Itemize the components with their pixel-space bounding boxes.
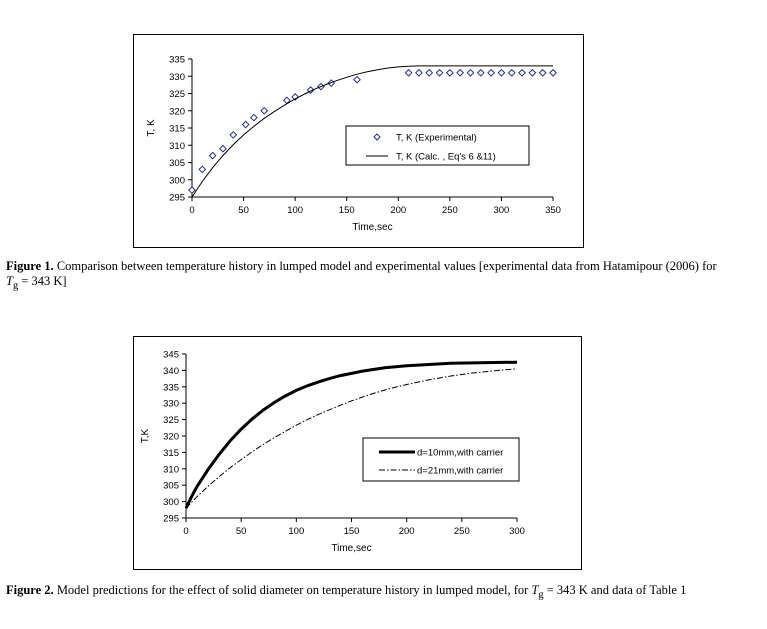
fig2-x-tick-label: 50 — [235, 526, 247, 537]
fig2-y-tick-label: 310 — [163, 464, 179, 476]
figure-2-chart-frame — [133, 336, 582, 570]
fig1-experimental-point — [242, 121, 248, 127]
fig1-x-tick-label: 100 — [287, 205, 304, 216]
fig2-y-tick-label: 335 — [163, 382, 179, 394]
fig1-y-tick-label: 310 — [169, 140, 185, 152]
fig1-x-tick-label: 250 — [441, 205, 458, 216]
fig2-y-tick-label: 300 — [163, 497, 179, 509]
figure-2-caption-label: Figure 2. — [6, 583, 54, 597]
fig1-experimental-point — [261, 108, 267, 114]
figure-1-caption-var: T — [6, 274, 13, 288]
fig1-experimental-point — [230, 132, 236, 138]
fig1-y-tick-label: 335 — [169, 54, 185, 66]
fig1-experimental-point — [519, 70, 525, 76]
fig1-y-tick-label: 300 — [169, 175, 185, 187]
fig1-experimental-point — [405, 70, 411, 76]
fig2-y-axis-title: T,K — [140, 428, 151, 444]
fig1-legend-label-2: T, K (Calc. , Eq's 6 &11) — [396, 151, 496, 163]
fig2-legend-label-1: d=10mm,with carrier — [417, 447, 504, 459]
fig1-experimental-point — [426, 70, 432, 76]
figure-2-caption-tail: = 343 K and data of Table 1 — [543, 583, 687, 597]
fig1-experimental-point — [416, 70, 422, 76]
fig2-y-tick-label: 315 — [163, 447, 179, 459]
fig1-x-tick-label: 300 — [493, 205, 510, 216]
fig2-x-tick-label: 250 — [453, 526, 470, 537]
fig2-x-tick-label: 300 — [509, 526, 525, 537]
fig2-x-tick-label: 200 — [398, 526, 415, 537]
fig1-experimental-point — [529, 70, 535, 76]
fig1-experimental-point — [220, 146, 226, 152]
fig1-x-tick-label: 50 — [238, 205, 249, 216]
fig2-x-axis-title: Time,sec — [331, 543, 372, 554]
figure-2-caption-sub: g — [538, 589, 544, 601]
fig1-y-tick-label: 320 — [169, 106, 185, 118]
figure-1-chart — [134, 35, 583, 247]
fig1-experimental-point — [539, 70, 545, 76]
figure-2-caption-text: Model predictions for the effect of solid diameter on temperature history in lumped model, for — [53, 583, 532, 597]
fig2-x-tick-label: 0 — [183, 526, 189, 537]
fig1-x-tick-label: 0 — [189, 205, 195, 216]
fig2-y-tick-label: 340 — [163, 365, 179, 377]
fig1-experimental-point — [436, 70, 442, 76]
fig2-y-tick-label: 325 — [163, 415, 179, 427]
fig1-experimental-point — [498, 70, 504, 76]
fig1-y-tick-label: 305 — [169, 158, 185, 169]
fig1-x-axis-title: Time,sec — [352, 222, 393, 233]
fig1-experimental-point — [509, 70, 515, 76]
figure-1-caption-label: Figure 1. — [6, 259, 54, 273]
fig1-experimental-point — [199, 166, 205, 172]
fig1-legend-label-1: T, K (Experimental) — [396, 132, 477, 144]
fig2-y-tick-label: 305 — [163, 480, 179, 492]
figure-2-chart — [134, 337, 581, 569]
fig1-y-tick-label: 330 — [169, 71, 185, 83]
figure-1-caption — [6, 259, 718, 294]
fig1-experimental-point — [457, 70, 463, 76]
fig1-x-tick-label: 150 — [338, 205, 355, 216]
fig1-experimental-point — [189, 187, 195, 193]
figure-2-caption-var: T — [531, 583, 539, 597]
fig1-experimental-point — [251, 114, 257, 120]
figure-1-caption-sub: g — [12, 280, 19, 292]
fig2-y-tick-label: 295 — [163, 513, 179, 525]
fig2-x-tick-label: 150 — [343, 526, 360, 537]
fig2-series-line-1 — [186, 362, 517, 508]
fig1-experimental-point — [467, 70, 473, 76]
fig1-experimental-point — [488, 70, 494, 76]
fig1-x-tick-label: 200 — [390, 205, 407, 216]
fig1-y-tick-label: 325 — [169, 89, 185, 100]
figure-1-chart-frame — [133, 34, 584, 248]
fig2-y-tick-label: 330 — [163, 398, 179, 410]
fig1-y-axis-title: T, K — [146, 119, 157, 137]
fig1-y-tick-label: 315 — [169, 123, 185, 135]
fig2-y-tick-label: 320 — [163, 431, 179, 443]
fig1-experimental-point — [550, 70, 556, 76]
fig2-legend-label-2: d=21mm,with carrier — [417, 465, 504, 477]
figure-1-caption-tail: = 343 K] — [18, 274, 67, 288]
fig2-x-tick-label: 100 — [288, 526, 305, 537]
figure-1-caption-text: Comparison between temperature history in lumped model and experimental values [experimental data from Hatamipour (2006) for — [53, 259, 717, 273]
fig1-y-tick-label: 295 — [169, 192, 185, 204]
fig2-y-tick-label: 345 — [163, 349, 179, 361]
fig1-experimental-point — [209, 152, 215, 158]
figure-2-caption — [6, 583, 718, 603]
fig1-experimental-point — [478, 70, 484, 76]
fig1-x-tick-label: 350 — [545, 205, 561, 216]
fig1-experimental-point — [447, 70, 453, 76]
fig1-experimental-point — [354, 77, 360, 83]
